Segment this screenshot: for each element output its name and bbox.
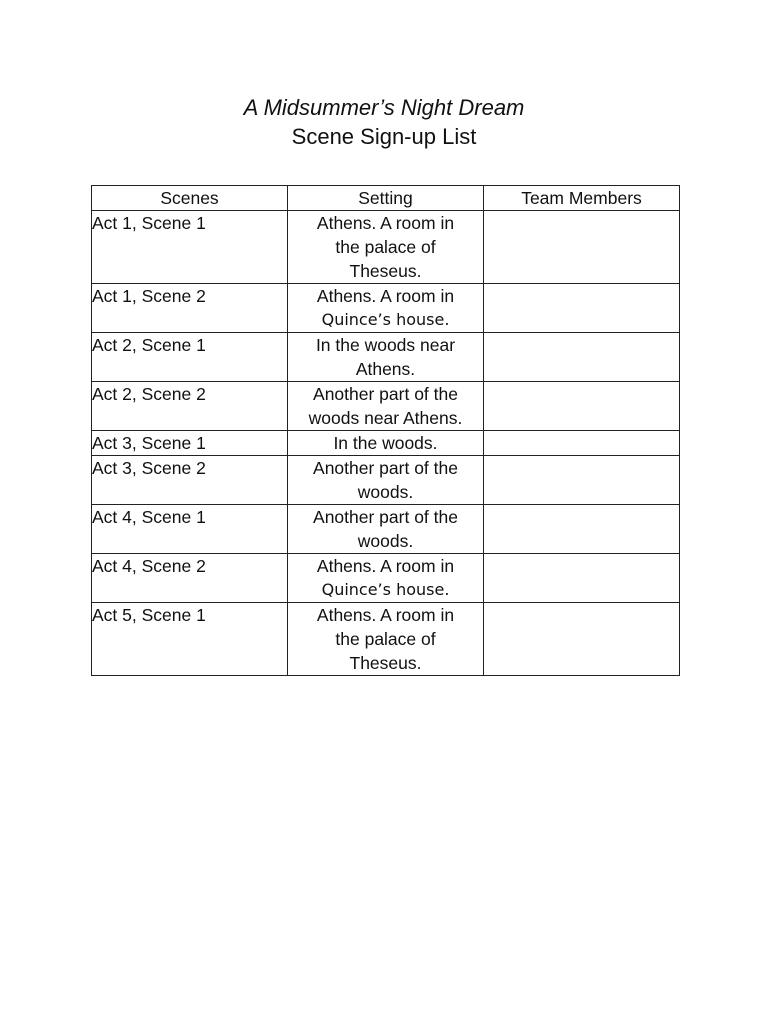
setting-cell (288, 505, 484, 554)
setting-line: Another part of the (313, 458, 458, 478)
setting-line: Another part of the (313, 507, 458, 527)
table-header-row (92, 186, 680, 211)
header-team-members: Team Members (484, 186, 680, 211)
setting-line: Theseus. (349, 261, 422, 281)
team-members-cell[interactable] (484, 382, 680, 431)
table-row (92, 456, 680, 505)
setting-line: Another part of the (313, 384, 458, 404)
scene-cell: Act 4, Scene 2 (92, 554, 288, 603)
table-row (92, 284, 680, 333)
setting-line: woods. (357, 482, 414, 502)
scene-cell: Act 5, Scene 1 (92, 603, 288, 676)
header-setting: Setting (288, 186, 484, 211)
document-title: A Midsummer’s Night Dream (243, 95, 525, 120)
table-row (92, 603, 680, 676)
scene-cell: Act 2, Scene 2 (92, 382, 288, 431)
setting-line: Theseus. (349, 653, 422, 673)
table-row (92, 211, 680, 284)
scene-cell: Act 1, Scene 2 (92, 284, 288, 333)
team-members-cell[interactable] (484, 333, 680, 382)
table-row (92, 554, 680, 603)
team-members-cell[interactable] (484, 603, 680, 676)
setting-cell (288, 456, 484, 505)
setting-line: the palace of (335, 237, 436, 257)
table-row (92, 505, 680, 554)
setting-line: Athens. (355, 359, 416, 379)
team-members-cell[interactable] (484, 505, 680, 554)
setting-cell (288, 211, 484, 284)
setting-line: In the woods near (315, 335, 456, 355)
setting-line: woods. (357, 531, 414, 551)
setting-line: woods near Athens. (308, 408, 463, 428)
setting-cell (288, 603, 484, 676)
table-row (92, 431, 680, 456)
team-members-cell[interactable] (484, 431, 680, 456)
scene-cell: Act 2, Scene 1 (92, 333, 288, 382)
setting-cell (288, 431, 484, 456)
setting-line: In the woods. (333, 433, 438, 453)
setting-line: Quince’s house. (321, 310, 450, 329)
header-scenes: Scenes (92, 186, 288, 211)
setting-line: the palace of (335, 629, 436, 649)
scene-signup-table (91, 185, 680, 676)
setting-line: Quince’s house. (321, 580, 450, 599)
team-members-cell[interactable] (484, 554, 680, 603)
setting-line: Athens. A room in (316, 605, 455, 625)
scene-cell: Act 3, Scene 2 (92, 456, 288, 505)
scene-cell: Act 3, Scene 1 (92, 431, 288, 456)
team-members-cell[interactable] (484, 211, 680, 284)
team-members-cell[interactable] (484, 456, 680, 505)
team-members-cell[interactable] (484, 284, 680, 333)
scene-cell: Act 1, Scene 1 (92, 211, 288, 284)
setting-cell (288, 554, 484, 603)
table-row (92, 333, 680, 382)
setting-cell (288, 382, 484, 431)
setting-cell (288, 333, 484, 382)
setting-line: Athens. A room in (316, 213, 455, 233)
setting-line: Athens. A room in (316, 286, 455, 306)
scene-cell: Act 4, Scene 1 (92, 505, 288, 554)
setting-line: Athens. A room in (316, 556, 455, 576)
setting-cell (288, 284, 484, 333)
document-subtitle: Scene Sign-up List (291, 124, 477, 149)
table-row (92, 382, 680, 431)
